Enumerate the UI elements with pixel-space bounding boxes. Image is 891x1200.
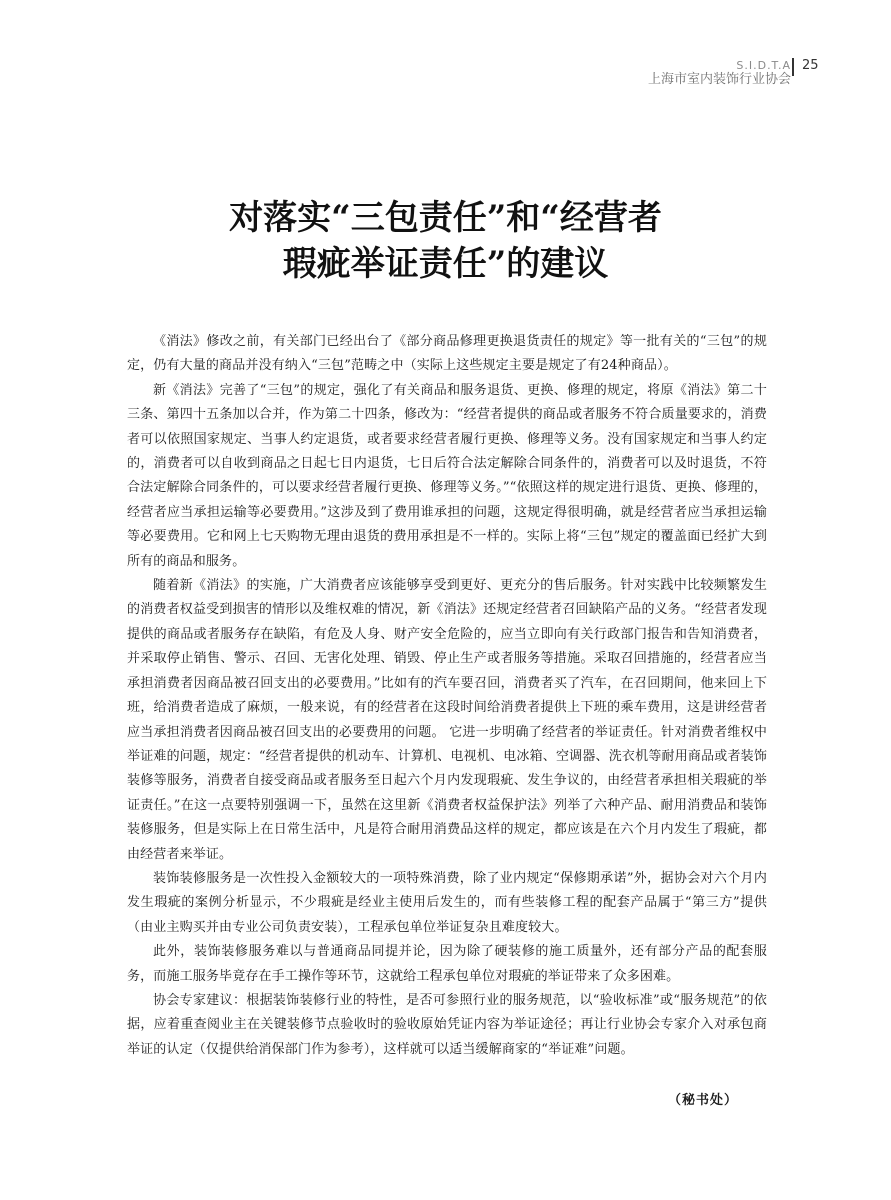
paragraph: 此外，装饰装修服务难以与普通商品同提并论，因为除了硬装修的施工质量外，还有部分产品的配套服务，而施工服务毕竟存在手工操作等环节，这就给工程承包单位对瑕疵的举证带来了众多困难。 <box>127 944 767 984</box>
header-org-en: S.I.D.T.A <box>736 59 791 72</box>
title-line-2: 瑕疵举证责任”的建议 <box>282 244 609 284</box>
paragraph: 协会专家建议：根据装饰装修行业的特性，是否可参照行业的服务规范，以“验收标准”或“服务规范”的依据，应着重查阅业主在关键装修节点验收时的验收原始凭证内容为举证途径；再让行业协会专家介入对承包商举证的认定（仅提供给消保部门作为参考），这样就可以适当缓解商家的“举证难”问题。 <box>127 992 767 1057</box>
header-org-cn: 上海市室内装饰行业协会 <box>647 72 791 87</box>
title-line-1: 对落实“三包责任”和“经营者 <box>229 198 662 238</box>
page-number: 25 <box>802 58 819 73</box>
header-divider <box>792 58 794 76</box>
article-title <box>0 195 891 287</box>
paragraph: 《消法》修改之前，有关部门已经出台了《部分商品修理更换退货责任的规定》等一批有关的“三包”的规定，仍有大量的商品并没有纳入“三包”范畴之中（实际上这些规定主要是规定了有24种商品）。 <box>127 334 767 374</box>
paragraph: 随着新《消法》的实施，广大消费者应该能够享受到更好、更充分的售后服务。针对实践中比较频繁发生的消费者权益受到损害的情形以及维权难的情况，新《消法》还规定经营者召回缺陷产品的义务。“经营者发现提供的商品或者服务存在缺陷，有危及人身、财产安全危险的，应当立即向有关行政部门报告和告知消费者，并采取停止销售、警示、召回、无害化处理、销毁、停止生产或者服务等措施。采取召回措施的，经营者应当承担消费者因商品被召回支出的必要费用。”比如有的汽车要召回，消费者买了汽车，在召回期间，他来回上下班，给消费者造成了麻烦，一般来说，有的经营者在这段时间给消费者提供上下班的乘车费用，这是讲经营者应当承担消费者因商品被召回支出的必要费用的问题。 它进一步明确了经营者的举证责任。针对消费者维权中举证难的问题，规定：“经营者提供的机动车、计算机、电视机、电冰箱、空调器、洗衣机等耐用商品或者装饰装修等服务，消费者自接受商品或者服务至日起六个月内发现瑕疵、发生争议的，由经营者承担相关瑕疵的举证责任。”在这一点要特别强调一下，虽然在这里新《消费者权益保护法》列举了六种产品、耐用消费品和装饰装修服务，但是实际上在日常生活中，凡是符合耐用消费品这样的规定，都应该是在六个月内发生了瑕疵，都由经营者来举证。 <box>127 578 767 862</box>
article-body <box>127 330 767 1062</box>
paragraph: 装饰装修服务是一次性投入金额较大的一项特殊消费，除了业内规定“保修期承诺”外，据协会对六个月内发生瑕疵的案例分析显示，不少瑕疵是经业主使用后发生的，而有些装修工程的配套产品属于“第三方”提供（由业主购买并由专业公司负责安装），工程承包单位举证复杂且难度较大。 <box>127 870 767 935</box>
running-header <box>648 60 791 88</box>
author-signature: （秘书处） <box>668 1093 739 1108</box>
paragraph: 新《消法》完善了“三包”的规定，强化了有关商品和服务退货、更换、修理的规定，将原《消法》第二十三条、第四十五条加以合并，作为第二十四条，修改为：“经营者提供的商品或者服务不符合质量要求的，消费者可以依照国家规定、当事人约定退货，或者要求经营者履行更换、修理等义务。没有国家规定和当事人约定的，消费者可以自收到商品之日起七日内退货，七日后符合法定解除合同条件的，消费者可以及时退货，不符合法定解除合同条件的，可以要求经营者履行更换、修理等义务。”“依照这样的规定进行退货、更换、修理的，经营者应当承担运输等必要费用。”这涉及到了费用谁承担的问题，这规定得很明确，就是经营者应当承担运输等必要费用。它和网上七天购物无理由退货的费用承担是不一样的。实际上将“三包”规定的覆盖面已经扩大到所有的商品和服务。 <box>127 382 767 569</box>
